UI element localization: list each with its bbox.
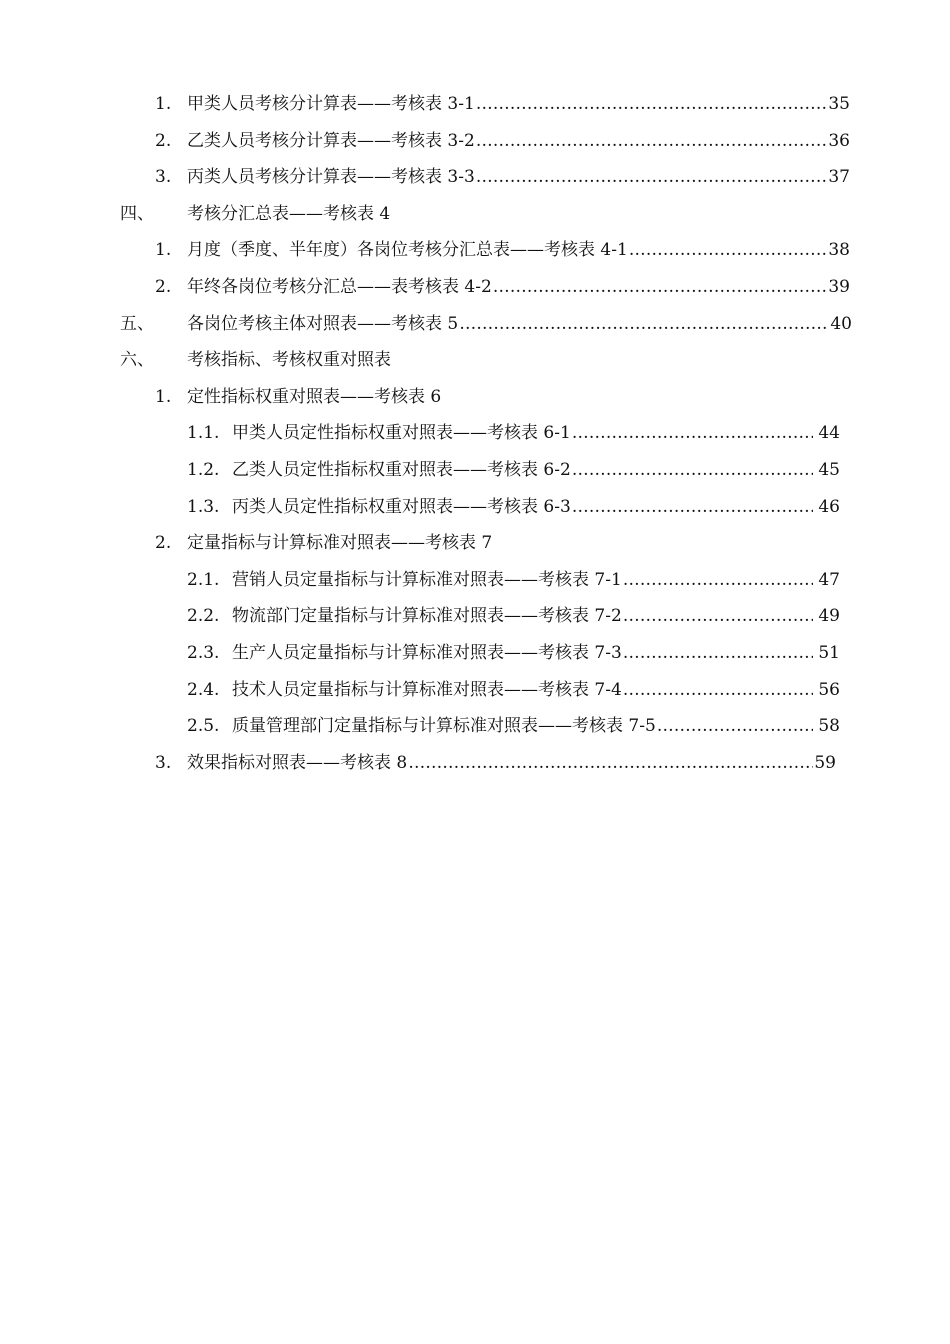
toc-entry-number: 四、 [120, 203, 154, 224]
toc-entry-label: 乙类人员定性指标权重对照表——考核表 6-2 [232, 459, 571, 480]
toc-entry-number: 1. [155, 386, 172, 407]
dot-leader [623, 562, 814, 599]
toc-entry-page: 36 [828, 130, 850, 151]
toc-entry-page: 46 [818, 496, 840, 517]
toc-entry-page: 44 [818, 423, 840, 444]
toc-entry-page: 59 [814, 752, 836, 773]
toc-entry-page: 40 [830, 313, 852, 334]
dot-leader [493, 269, 828, 306]
toc-entry[interactable] [0, 562, 950, 599]
toc-entry[interactable] [0, 489, 950, 526]
toc-entry-label: 丙类人员定性指标权重对照表——考核表 6-3 [232, 496, 571, 517]
toc-entry-label: 年终各岗位考核分汇总——表考核表 4-2 [187, 276, 492, 297]
toc-section-heading[interactable] [0, 196, 950, 233]
toc-entry-number: 五、 [120, 313, 154, 334]
toc-entry-page: 45 [818, 459, 840, 480]
toc-entry-page: 49 [818, 606, 840, 627]
table-of-contents [0, 86, 950, 781]
dot-leader [476, 86, 828, 123]
dot-leader [657, 708, 814, 745]
toc-entry-number: 2.2. [187, 606, 220, 627]
toc-entry-number: 3. [155, 167, 172, 188]
toc-entry-page: 35 [828, 94, 850, 114]
toc-entry-number: 2.1. [187, 569, 220, 590]
toc-entry[interactable] [0, 306, 950, 343]
dot-leader [623, 598, 814, 635]
toc-section-heading[interactable] [0, 342, 950, 379]
toc-entry-label: 生产人员定量指标与计算标准对照表——考核表 7-3 [232, 642, 622, 663]
toc-entry-number: 1. [155, 94, 172, 114]
toc-entry-number: 1.1. [187, 423, 220, 444]
toc-entry[interactable] [0, 269, 950, 306]
dot-leader [623, 672, 814, 709]
toc-entry[interactable] [0, 598, 950, 635]
toc-entry-number: 2. [155, 533, 172, 554]
toc-entry-label: 定性指标权重对照表——考核表 6 [187, 386, 442, 407]
toc-entry-number: 3. [155, 752, 172, 773]
dot-leader [408, 745, 813, 782]
toc-entry-number: 2.3. [187, 642, 220, 663]
toc-entry[interactable] [0, 708, 950, 745]
toc-entry-label: 技术人员定量指标与计算标准对照表——考核表 7-4 [232, 679, 622, 700]
toc-entry-label: 甲类人员考核分计算表——考核表 3-1 [187, 94, 475, 114]
toc-entry-page: 37 [828, 167, 850, 188]
dot-leader [629, 232, 828, 269]
toc-entry-label: 甲类人员定性指标权重对照表——考核表 6-1 [232, 423, 571, 444]
toc-entry[interactable] [0, 672, 950, 709]
toc-entry-page: 56 [818, 679, 840, 700]
toc-entry[interactable] [0, 415, 950, 452]
toc-entry-label: 考核指标、考核权重对照表 [187, 350, 391, 371]
toc-entry-label: 效果指标对照表——考核表 8 [187, 752, 408, 773]
toc-entry-label: 质量管理部门定量指标与计算标准对照表——考核表 7-5 [232, 716, 656, 737]
toc-entry[interactable] [0, 745, 950, 782]
toc-entry[interactable] [0, 635, 950, 672]
toc-entry[interactable] [0, 86, 950, 123]
toc-entry[interactable] [0, 123, 950, 160]
toc-entry-label: 乙类人员考核分计算表——考核表 3-2 [187, 130, 475, 151]
toc-entry-label: 各岗位考核主体对照表——考核表 5 [187, 313, 459, 334]
toc-entry-label: 丙类人员考核分计算表——考核表 3-3 [187, 167, 475, 188]
dot-leader [476, 159, 828, 196]
toc-entry-number: 1. [155, 240, 172, 261]
toc-subsection-heading[interactable] [0, 379, 950, 416]
toc-entry-page: 58 [818, 716, 840, 737]
toc-entry-page: 39 [828, 276, 850, 297]
dot-leader [459, 306, 829, 343]
toc-entry-number: 2.5. [187, 716, 220, 737]
toc-entry-number: 2.4. [187, 679, 220, 700]
toc-entry-label: 营销人员定量指标与计算标准对照表——考核表 7-1 [232, 569, 622, 590]
dot-leader [572, 415, 814, 452]
toc-entry-label: 物流部门定量指标与计算标准对照表——考核表 7-2 [232, 606, 622, 627]
toc-entry-number: 六、 [120, 350, 154, 371]
toc-entry-number: 1.3. [187, 496, 220, 517]
toc-entry-label: 月度（季度、半年度）各岗位考核分汇总表——考核表 4-1 [187, 240, 628, 261]
dot-leader [572, 452, 814, 489]
toc-entry-label: 考核分汇总表——考核表 4 [187, 203, 391, 224]
toc-entry-page: 51 [818, 642, 840, 663]
dot-leader [572, 489, 814, 526]
dot-leader [623, 635, 814, 672]
toc-entry[interactable] [0, 232, 950, 269]
toc-entry-label: 定量指标与计算标准对照表——考核表 7 [187, 533, 493, 554]
toc-subsection-heading[interactable] [0, 525, 950, 562]
toc-entry-page: 47 [818, 569, 840, 590]
toc-entry[interactable] [0, 159, 950, 196]
toc-entry[interactable] [0, 452, 950, 489]
toc-entry-number: 2. [155, 276, 172, 297]
toc-entry-number: 2. [155, 130, 172, 151]
toc-entry-page: 38 [828, 240, 850, 261]
dot-leader [476, 123, 828, 160]
toc-entry-number: 1.2. [187, 459, 220, 480]
